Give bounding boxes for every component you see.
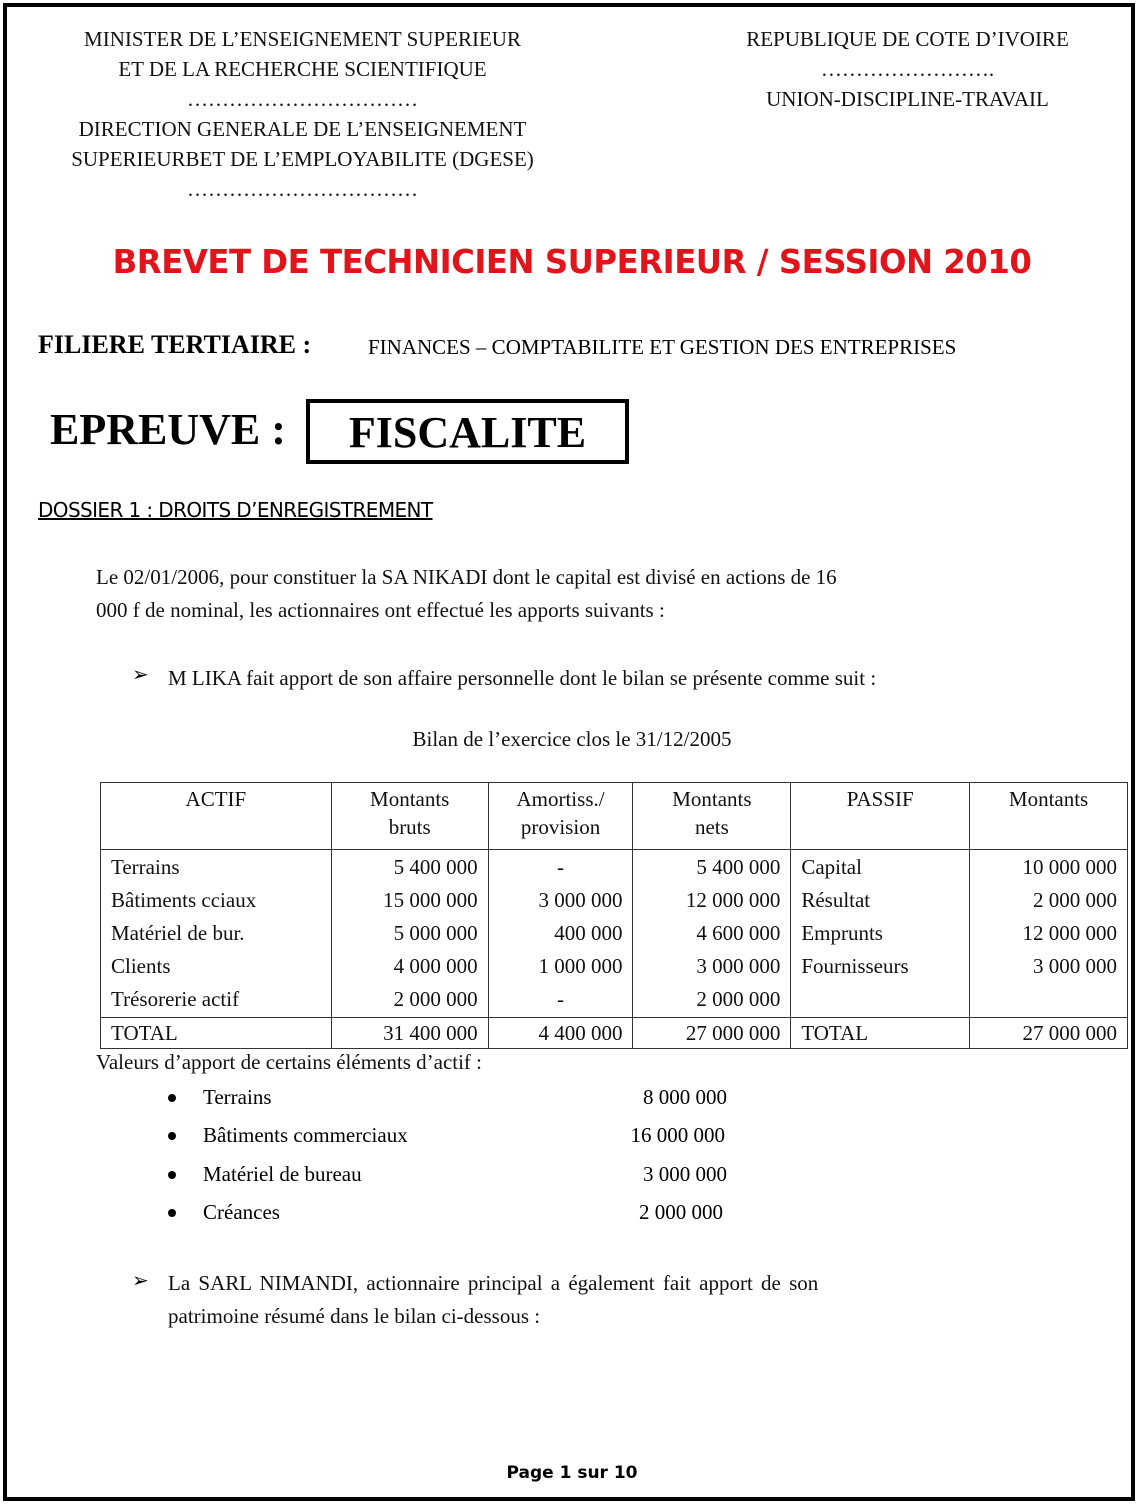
table-cell: Trésorerie actif [111,987,240,1011]
list-item-label: Terrains [203,1085,272,1109]
table-cell: 27 000 000 [970,1018,1128,1049]
intro-line-2: 000 f de nominal, les actionnaires ont effectué les apports suivants : [96,598,665,622]
exam-title: BREVET DE TECHNICIEN SUPERIEUR / SESSION 2010 [112,242,1032,281]
epreuve-subject-box: FISCALITE [306,399,629,464]
table-cell: Fournisseurs [801,954,909,978]
table-cell: - [557,987,565,1011]
ministry-line-1: MINISTER DE L’ENSEIGNEMENT SUPERIEUR [84,27,521,51]
table-cell: Matériel de bur. [111,921,245,945]
table-cell: Résultat [801,888,871,912]
epreuve-label: EPREUVE : [50,405,286,454]
bullet-lika: M LIKA fait apport de son affaire personnelle dont le bilan se présente comme suit : [168,666,877,690]
table-cell: Emprunts [801,921,883,945]
table-cell: TOTAL [791,1018,970,1049]
header-amortissements: Amortiss./ provision [488,783,633,850]
table-body-row [101,850,1128,1018]
table-cell: Capital [801,855,862,879]
arrow-bullet-icon: ➢ [132,1270,149,1292]
intro-paragraph [96,561,1096,627]
table-cell: 27 000 000 [633,1018,791,1049]
header-montants: Montants [970,783,1128,850]
table-cell: TOTAL [101,1018,332,1049]
header-montants-nets: Montants nets [633,783,791,850]
table-cell: 3 000 000 [1033,954,1117,978]
table-cell: 10 000 000 [1022,855,1117,879]
direction-line-1: DIRECTION GENERALE DE L’ENSEIGNEMENT [78,117,527,141]
net-column [633,850,791,1018]
table-total-row [101,1018,1128,1049]
table-cell: 3 000 000 [538,888,623,912]
table-cell: 12 000 000 [1022,921,1117,945]
table-cell: 4 600 000 [696,921,781,945]
table-cell: 4 400 000 [488,1018,633,1049]
ministry-line-2: ET DE LA RECHERCHE SCIENTIFIQUE [118,57,487,81]
table-cell: 400 000 [554,921,623,945]
list-item-value: 8 000 000 [643,1085,727,1109]
country-name: REPUBLIQUE DE COTE D’IVOIRE [746,27,1069,51]
list-item-label: Bâtiments commerciaux [203,1123,408,1147]
table-cell: 2 000 000 [393,987,478,1011]
table-cell: 2 000 000 [696,987,781,1011]
list-item-label: Matériel de bureau [203,1162,362,1186]
filiere-value: FINANCES – COMPTABILITE ET GESTION DES ENTREPRISES [368,335,957,359]
bilan-table [100,782,1128,1049]
table-cell: 15 000 000 [383,888,478,912]
table-cell: Clients [111,954,171,978]
table-cell: 31 400 000 [331,1018,488,1049]
table-cell: 12 000 000 [685,888,781,912]
header-dots: …………………………… [187,177,418,201]
page-number: Page 1 sur 10 [506,1463,638,1483]
list-item-value: 3 000 000 [643,1162,727,1186]
header-dots: ……………………. [820,57,995,81]
table-cell: - [557,855,565,879]
table-header-row [101,783,1128,850]
filiere-label: FILIERE TERTIAIRE : [38,330,312,359]
table-cell: Bâtiments cciaux [111,888,257,912]
montant-column [970,850,1128,1018]
bullet-nimandi [168,1267,938,1333]
brut-column [331,850,488,1018]
header-dots: …………………………… [187,87,418,111]
table-cell: 3 000 000 [696,954,781,978]
arrow-bullet-icon: ➢ [132,664,149,686]
valeurs-title: Valeurs d’apport de certains éléments d’actif : [96,1050,483,1074]
header-passif: PASSIF [791,783,970,850]
list-item-value: 2 000 000 [639,1200,723,1224]
header-actif: ACTIF [101,783,332,850]
nimandi-line-1: La SARL NIMANDI, actionnaire principal a également fait apport de son [168,1271,819,1295]
table-cell: 1 000 000 [538,954,623,978]
table-cell: 2 000 000 [1033,888,1117,912]
dossier-title: DOSSIER 1 : DROITS D’ENREGISTREMENT [38,498,433,522]
header-right [700,24,1115,114]
actif-column [101,850,332,1018]
table-cell: 4 000 000 [393,954,478,978]
bilan-title: Bilan de l’exercice clos le 31/12/2005 [412,727,732,751]
list-item-value: 16 000 000 [630,1123,725,1147]
country-motto: UNION-DISCIPLINE-TRAVAIL [766,87,1049,111]
list-item-label: Créances [203,1200,280,1224]
table-cell: 5 400 000 [393,855,478,879]
header-left [30,24,575,204]
direction-line-2: SUPERIEURBET DE L’EMPLOYABILITE (DGESE) [71,147,534,171]
nimandi-line-2: patrimoine résumé dans le bilan ci-dessous : [168,1304,541,1328]
passif-column [791,850,970,1018]
table-cell: Terrains [111,855,180,879]
header-montants-bruts: Montants bruts [331,783,488,850]
table-cell: 5 000 000 [393,921,478,945]
amort-column [488,850,633,1018]
table-cell: 5 400 000 [696,855,781,879]
intro-line-1: Le 02/01/2006, pour constituer la SA NIKADI dont le capital est divisé en actions de 16 [96,565,837,589]
